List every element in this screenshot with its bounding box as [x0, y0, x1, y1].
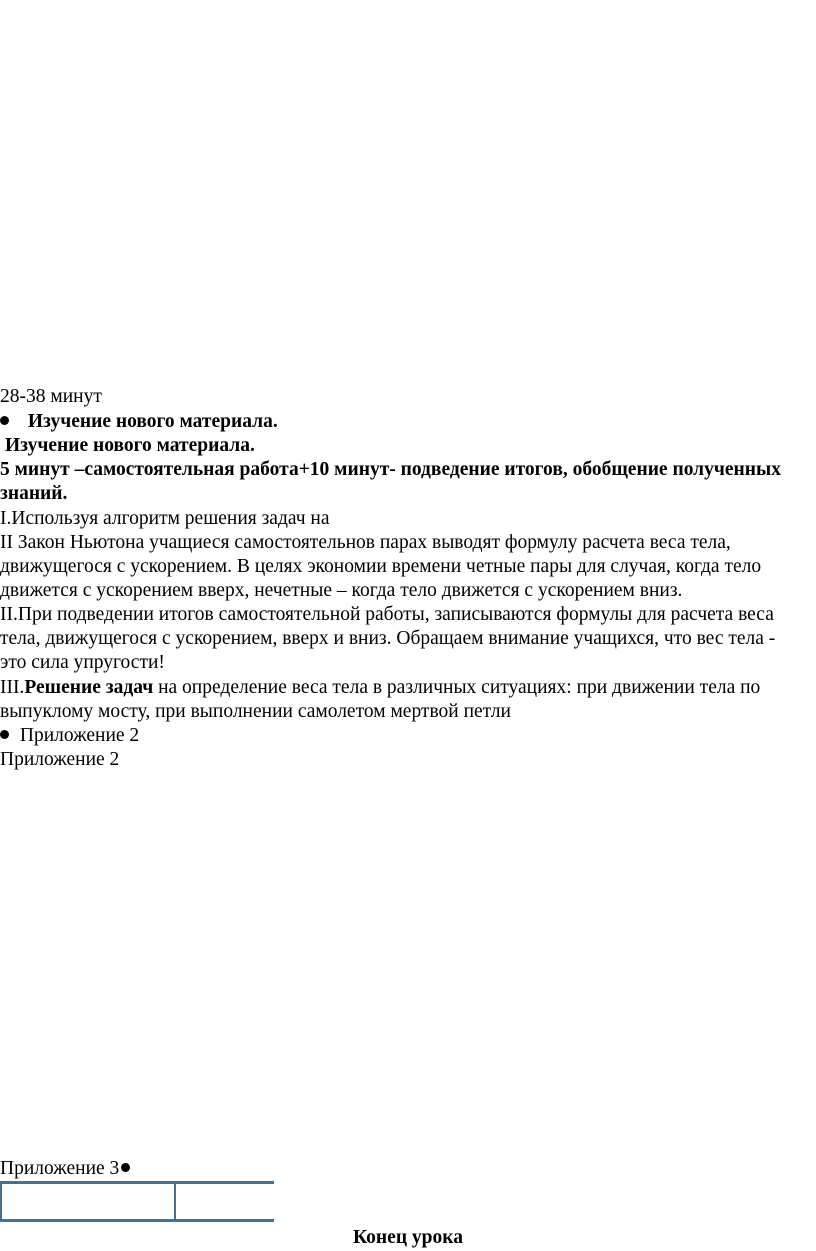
- paragraph-3-bold: Решение задач: [24, 677, 154, 698]
- appendix-2-bullet-text: Приложение 2: [19, 725, 140, 746]
- bullet-icon: [121, 1163, 130, 1172]
- paragraph-1: II Закон Ньютона учащиеся самостоятельнов парах выводят формулу расчета веса тела, движущегося с ускорением. В целях экономии времени четные пары для случая, когда тело движется с ускорением вверх, нечетные – когда тело движется с ускорением вниз.: [0, 532, 762, 601]
- appendix-2-label: Приложение 2: [0, 749, 120, 770]
- time-label: 28-38 минут: [0, 386, 102, 407]
- paragraph-3: [0, 676, 800, 724]
- appendix-3-item: [0, 1157, 130, 1181]
- table-cell-2: [176, 1184, 274, 1219]
- table-cell-1: [0, 1184, 176, 1219]
- new-material-heading: Изучение нового материала.: [5, 435, 255, 456]
- independent-work-heading: 5 минут –самостоятельная работа+10 минут- подведение итогов, обобщение полученных знаний.: [0, 459, 781, 504]
- bullet-icon: [0, 416, 9, 425]
- appendix-3-text: Приложение 3: [0, 1158, 120, 1179]
- appendix-2-bullet-item: [0, 724, 139, 748]
- empty-table: [0, 1181, 274, 1222]
- paragraph-3-prefix: III.: [0, 677, 25, 698]
- bullet-icon: [0, 730, 9, 739]
- new-material-bullet-item: [0, 410, 278, 434]
- paragraph-3-rest: на определение веса тела в различных ситуациях: при движении тела по выпуклому мосту, при выполнении самолетом мертвой петли: [0, 677, 761, 722]
- paragraph-2: II.При подведении итогов самостоятельной работы, записываются формулы для расчета веса тела, движущегося с ускорением, вверх и вниз. Обращаем внимание учащихся, что вес тела - это сила упругости!: [0, 604, 776, 673]
- end-of-lesson: Конец урока: [353, 1227, 463, 1248]
- new-material-bullet-text: Изучение нового материала.: [27, 411, 278, 432]
- item-1-text: I.Используя алгоритм решения задач на: [0, 508, 330, 529]
